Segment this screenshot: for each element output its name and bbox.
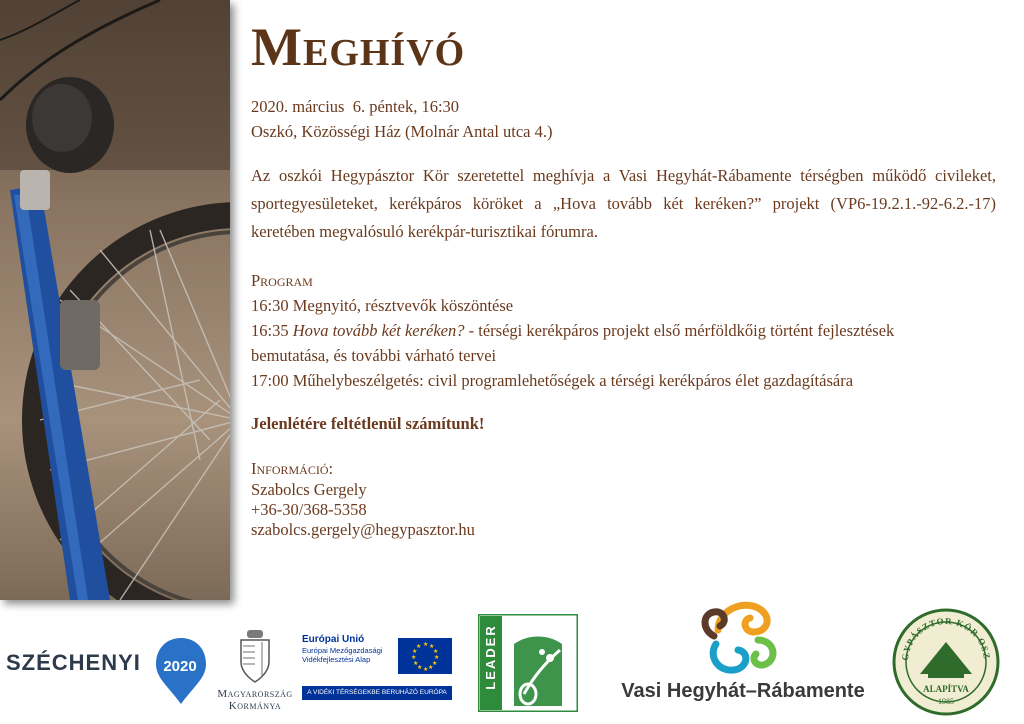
seal-year: 1985 [938,697,954,706]
eu-line2: Vidékfejlesztési Alap [302,655,371,664]
page-title: Meghívó [251,17,466,77]
event-meta [251,94,996,144]
svg-text:★: ★ [413,660,419,667]
vasi-hegyhat-rabamente-logo [618,600,868,724]
program-time: 16:35 [251,321,289,340]
bicycle-photo [0,0,230,600]
vasi-name: Vasi Hegyhát–Rábamente [621,680,865,702]
kormany-line2: Kormánya [228,700,282,712]
szechenyi-year: 2020 [163,658,197,675]
eu-eafrd-logo [302,634,454,702]
svg-text:★: ★ [423,666,429,673]
bicycle-wheel-image [0,0,230,600]
contact-email[interactable]: szabolcs.gergely@hegypasztor.hu [251,520,475,539]
eu-flag-icon [398,638,452,674]
eu-line1: Európai Mezőgazdasági [302,646,383,655]
event-date: 2020. március 6. péntek, 16:30 [251,97,460,116]
program-item-continuation: bemutatása, és további várható tervei [251,346,497,365]
svg-text:★: ★ [412,648,418,655]
intro-paragraph: Az oszkói Hegypásztor Kör szeretettel meghívja a Vasi Hegyhát-Rábamente térségben működő civileket, sportegyesületeket, kerékpáros köröket a „Hova tovább két keréken?” projekt (VP6-19.2.1.-92-6.2.-17) keretében megvalósuló kerékpár-turisztikai fórumra. [251,166,996,241]
svg-text:★: ★ [429,643,435,650]
hungarian-government-logo [212,628,298,724]
leader-text: LEADER [483,624,498,690]
contact-phone[interactable]: +36-30/368-5358 [251,500,367,519]
seal-text: GYPÁSZTOR KÖR OSZ [899,615,993,662]
svg-text:★: ★ [428,664,434,671]
svg-text:★: ★ [411,654,417,661]
hegypasztor-seal-logo [892,608,1000,716]
szechenyi-2020-logo [6,636,206,706]
attendance-callout: Jelenlétére feltétlenül számítunk! [251,414,485,433]
program-item [251,293,996,318]
program-time: 16:30 [251,296,289,315]
coat-of-arms-icon [235,628,275,684]
program-text: Megnyitó, résztvevők köszöntése [292,296,514,315]
svg-text:★: ★ [432,660,438,667]
svg-text:★: ★ [434,654,440,661]
eu-slogan-bar: A VIDÉKI TÉRSÉGEKBE BERUHÁZÓ EURÓPA [302,686,452,700]
program-item [251,368,996,393]
leader-logo [478,614,578,712]
program-heading: Program [251,271,313,290]
program-text: - térségi kerékpáros projekt első mérföldkőig történt fejlesztések [464,321,895,340]
seal-emblem [892,608,1000,716]
info-heading: Információ: [251,459,334,478]
event-location: Oszkó, Közösségi Ház (Molnár Antal utca 4.) [251,122,553,141]
svg-text:★: ★ [423,641,429,648]
svg-text:★: ★ [416,643,422,650]
szechenyi-word: SZÉCHENYI [6,650,141,675]
program-time: 17:00 [251,371,289,390]
program-text: Műhelybeszélgetés: civil programlehetőségek a térségi kerékpáros élet gazdagítására [292,371,854,390]
svg-text:★: ★ [417,664,423,671]
sponsor-logos [0,600,1024,724]
kormany-line1: Magyarország [217,688,293,700]
program-item [251,318,996,343]
vasi-swirl-icon [618,600,868,680]
eu-title: Európai Unió [302,634,365,645]
seal-sub: ALAPÍTVA [923,684,969,694]
svg-text:★: ★ [433,648,439,655]
invitation-content [251,17,996,540]
contact-name: Szabolcs Gergely [251,480,367,499]
program-title: Hova tovább két keréken? [292,321,465,340]
